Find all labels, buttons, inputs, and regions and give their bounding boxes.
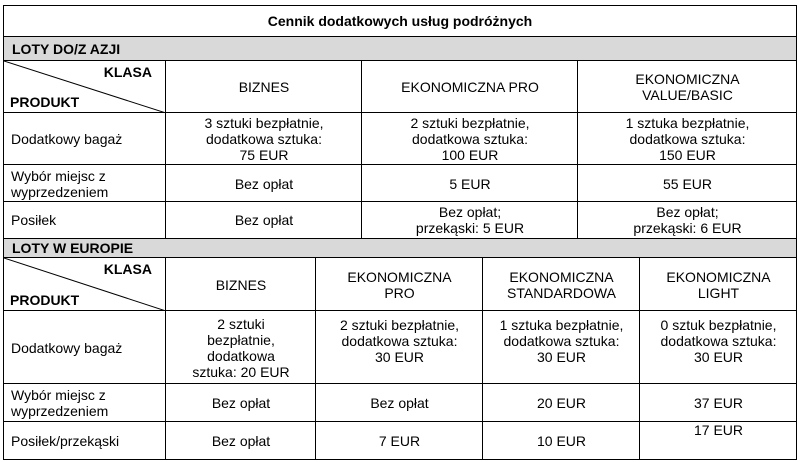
cell-text-line: 75 EUR [239,147,289,163]
cell-text-line: Dodatkowy bagaż [11,131,123,147]
cell-europe-baggage-light [640,311,797,371]
cell-text-line: 7 EUR [378,432,421,449]
cell-europe-baggage-standard [483,311,640,371]
cell-asia-baggage-pro [362,113,578,165]
row-label-asia-meal [3,202,166,238]
produkt-label: PRODUKT [10,94,80,110]
cell-text-line: Dodatkowy bagaż [11,339,123,356]
cell-text-line: Bez opłat [234,212,294,228]
cell-text-line: BIZNES [215,276,267,293]
cell-text-line: 30 EUR [536,349,587,365]
cell-text-line: wyprzedzeniem [11,183,109,200]
header-asia-biznes [166,61,362,113]
cell-europe-meal-light [640,422,797,444]
corner-header-asia [4,61,166,113]
cell-europe-baggage-pro [316,311,483,371]
cell-text-line: 20 EUR [536,395,587,411]
cell-text-line: Bez opłat [211,432,271,449]
header-europe-biznes [166,258,316,311]
cell-europe-seats-light [640,384,797,422]
cell-text-line: EKONOMICZNA [635,71,740,87]
row-label-asia-baggage [3,113,166,165]
header-europe-ekonomiczna-light [640,258,797,311]
header-asia-ekonomiczna-value [578,61,797,113]
cell-text-line: 37 EUR [693,395,744,411]
cell-text-line: dodatkowa sztuka: [660,333,777,349]
cell-text-line: 150 EUR [659,147,716,163]
cell-text-line: BIZNES [238,79,290,95]
cell-asia-baggage-value [578,113,797,165]
cell-text-line: 3 sztuki bezpłatnie, [204,115,324,131]
cell-text-line: przekąski: 6 EUR [633,220,742,236]
cell-text-line: sztuka: 20 EUR [192,363,290,380]
cell-europe-meal-biznes [166,422,316,459]
section-header-europe: LOTY W EUROPIE [4,239,796,257]
cell-text-line: 10 EUR [536,432,587,449]
klasa-label: KLASA [103,261,152,277]
header-europe-ekonomiczna-standardowa [483,258,640,311]
cell-asia-seats-pro [362,165,578,202]
cell-asia-meal-pro [362,202,578,238]
produkt-label: PRODUKT [10,292,80,308]
cell-text-line: dodatkowa sztuka: [503,333,620,349]
cell-text-line: Bez opłat; [656,204,719,220]
cell-text-line: dodatkowa sztuka: [206,131,322,147]
cell-text-line: Bez opłat; [438,204,502,220]
cell-text-line: PRO [384,284,415,301]
cell-text-line: LIGHT [697,284,740,301]
cell-text-line: dodatkowa sztuka: [341,333,458,349]
cell-text-line: 17 EUR [693,422,744,438]
cell-text-line: Posiłek [11,212,57,228]
cell-text-line: dodatkowa [207,347,275,364]
cell-text-line: Bez opłat [370,395,429,411]
header-europe-ekonomiczna-pro [316,258,483,311]
cell-text-line: EKONOMICZNA [509,268,614,285]
cell-text-line: 2 sztuki bezpłatnie, [410,115,530,131]
cell-text-line: 0 sztuk bezpłatnie, [660,317,777,333]
cell-text-line: 30 EUR [374,349,425,365]
cell-text-line: EKONOMICZNA [347,268,452,285]
cell-text-line: Wybór miejsc z [11,167,106,184]
row-label-europe-meal [3,422,166,459]
klasa-label: KLASA [103,64,152,80]
cell-text-line: 2 sztuki bezpłatnie, [339,317,460,333]
row-label-europe-seats [3,384,166,422]
cell-text-line: 1 sztuka bezpłatnie, [499,317,624,333]
cell-text-line: 5 EUR [449,175,491,192]
cell-text-line: Posiłek/przekąski [11,432,120,449]
cell-text-line: bezpłatnie, [207,331,275,348]
cell-text-line: 1 sztuka bezpłatnie, [625,115,750,131]
cell-text-line: 100 EUR [441,147,499,163]
cell-europe-seats-standard [483,384,640,422]
cell-asia-seats-biznes [166,165,362,202]
cell-text-line: EKONOMICZNA PRO [401,79,539,95]
section-header-asia: LOTY DO/Z AZJI [4,37,796,60]
row-label-europe-baggage [3,311,166,384]
table-title: Cennik dodatkowych usług podróżnych [267,13,533,29]
cell-europe-meal-pro [316,422,483,459]
cell-text-line: dodatkowa sztuka: [412,131,528,147]
cell-europe-baggage-biznes [166,311,316,384]
header-asia-ekonomiczna-pro [362,61,578,113]
cell-text-line: Bez opłat [211,395,271,411]
cell-text-line: wyprzedzeniem [11,403,109,419]
cell-asia-meal-biznes [166,202,362,238]
cell-europe-seats-biznes [166,384,316,422]
cell-text-line: przekąski: 5 EUR [415,220,525,236]
cell-asia-baggage-biznes [166,113,362,165]
cell-europe-seats-pro [316,384,483,422]
cell-text-line: 55 EUR [662,175,713,192]
row-label-asia-seats [3,165,166,202]
cell-text-line: 30 EUR [693,349,744,365]
cell-text-line: Bez opłat [234,175,294,192]
cell-text-line: VALUE/BASIC [642,87,733,103]
cell-text-line: 2 sztuki [217,315,265,332]
cell-text-line: STANDARDOWA [507,284,616,301]
cell-text-line: Wybór miejsc z [11,387,106,403]
cell-text-line: EKONOMICZNA [666,268,771,285]
cell-asia-seats-value [578,165,797,202]
cell-asia-meal-value [578,202,797,238]
corner-header-europe [4,258,166,311]
cell-europe-meal-standard [483,422,640,459]
cell-text-line: dodatkowa sztuka: [629,131,746,147]
